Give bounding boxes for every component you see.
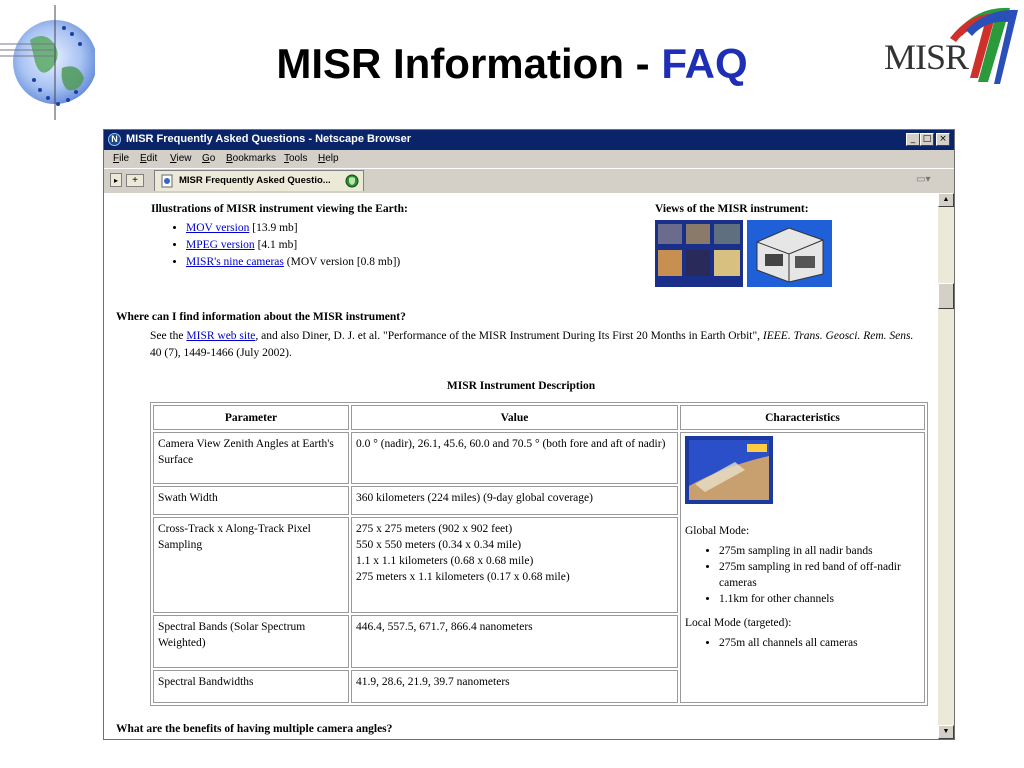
value-line: 550 x 550 meters (0.34 x 0.34 mile) [356, 539, 522, 552]
list-item: • 275m sampling in all nadir bands [719, 543, 920, 559]
misr-logo [878, 2, 1024, 94]
window-title: MISR Frequently Asked Questions - Netscape Browser [126, 133, 412, 145]
table-header-row [153, 405, 925, 430]
window-titlebar[interactable] [104, 130, 954, 150]
value-cell: 0.0 ° (nadir), 26.1, 45.6, 60.0 and 70.5 ° (both fore and aft of nadir) [351, 432, 678, 484]
global-mode-list [685, 543, 920, 607]
table-caption: MISR Instrument Description [446, 380, 596, 392]
characteristics-cell [680, 432, 925, 703]
param-cell: Cross-Track x Along-Track Pixel Sampling [153, 517, 349, 613]
instrument-description-table [150, 402, 928, 706]
list-item-note: [13.9 mb] [249, 222, 298, 234]
scroll-up-icon[interactable]: ▲ [938, 193, 954, 207]
scrollbar-thumb[interactable] [938, 283, 954, 309]
new-tab-button[interactable]: + [126, 174, 144, 187]
citation-details: 40 (7), 1449-1466 (July 2002). [150, 347, 292, 359]
slide-title-main: MISR Information - [276, 40, 662, 87]
answer-text: , and also Diner, D. J. et al. "Performance of the MISR Instrument During Its First 20 Months in Earth Orbit", [255, 330, 763, 342]
header-parameter: Parameter [153, 405, 349, 430]
netscape-icon: N [108, 133, 121, 146]
local-mode-list [685, 635, 920, 651]
logo-text: MISR [884, 37, 969, 77]
list-item [186, 237, 400, 254]
table-row [153, 432, 925, 484]
tab-bar [104, 168, 954, 194]
global-mode-image[interactable] [685, 436, 773, 504]
tab-misr-faq[interactable] [154, 170, 364, 191]
mpeg-version-link[interactable]: MPEG version [186, 239, 255, 251]
menu-go[interactable]: Go [202, 153, 216, 164]
journal-name-b: Geosci. Rem. Sens. [825, 330, 914, 342]
local-mode-label: Local Mode (targeted): [685, 617, 792, 630]
slide-title [0, 40, 1024, 88]
list-item: • 275m all channels all cameras [719, 635, 920, 651]
close-button[interactable]: × [936, 133, 950, 146]
illustrations-heading: Illustrations of MISR instrument viewing the Earth: [151, 203, 408, 215]
list-item-note: (MOV version [0.8 mb]) [283, 256, 401, 268]
menu-view[interactable]: View [170, 153, 192, 164]
page-content [104, 193, 938, 739]
question-camera-angles: What are the benefits of having multiple camera angles? [116, 723, 393, 735]
list-item-note: [4.1 mb] [254, 239, 298, 251]
page-icon [161, 174, 174, 188]
security-shield-icon[interactable] [345, 174, 359, 188]
tab-list-icon[interactable]: ▭▾ [916, 174, 931, 185]
maximize-button[interactable]: □ [920, 133, 934, 146]
scroll-down-icon[interactable]: ▼ [938, 725, 954, 739]
menu-file[interactable]: File [113, 153, 130, 164]
menu-tools[interactable]: Tools [284, 153, 308, 164]
param-cell: Spectral Bandwidths [153, 670, 349, 703]
menu-edit[interactable]: Edit [140, 153, 158, 164]
menu-help[interactable]: Help [318, 153, 339, 164]
views-heading: Views of the MISR instrument: [655, 203, 809, 215]
value-line: 275 meters x 1.1 kilometers (0.17 x 0.68 mile) [356, 571, 570, 584]
journal-name-a: IEEE. Trans. [762, 330, 823, 342]
global-mode-label: Global Mode: [685, 525, 750, 538]
mov-version-link[interactable]: MOV version [186, 222, 250, 234]
minimize-button[interactable]: _ [906, 133, 920, 146]
value-cell: 41.9, 28.6, 21.9, 39.7 nanometers [351, 670, 678, 703]
answer-text-start: See the [150, 330, 187, 342]
param-cell: Spectral Bands (Solar Spectrum Weighted) [153, 615, 349, 667]
value-line: 275 x 275 meters (902 x 902 feet) [356, 523, 513, 536]
instrument-collage-image[interactable] [655, 220, 743, 287]
value-line: 1.1 x 1.1 kilometers (0.68 x 0.68 mile) [356, 555, 534, 568]
header-value: Value [351, 405, 678, 430]
value-cell: 360 kilometers (224 miles) (9-day global coverage) [351, 486, 678, 515]
list-item: • 1.1km for other channels [719, 591, 920, 607]
menu-bookmarks[interactable]: Bookmarks [226, 153, 277, 164]
nine-cameras-link[interactable]: MISR's nine cameras [186, 256, 284, 268]
misr-web-site-link[interactable]: MISR web site [186, 330, 256, 342]
slide-title-accent: FAQ [661, 40, 748, 87]
list-item: • 275m sampling in red band of off-nadir cameras [719, 559, 920, 591]
instrument-diagram-image[interactable] [747, 220, 832, 287]
param-cell: Swath Width [153, 486, 349, 515]
value-cell: 446.4, 557.5, 671.7, 866.4 nanometers [351, 615, 678, 667]
menu-bar [104, 150, 954, 168]
instrument-info-paragraph [150, 328, 920, 362]
vertical-scrollbar[interactable] [938, 193, 954, 739]
tab-scroll-left-icon[interactable]: ▸ [110, 173, 122, 187]
list-item [186, 220, 400, 237]
question-instrument-info: Where can I find information about the MISR instrument? [116, 311, 406, 323]
param-cell: Camera View Zenith Angles at Earth's Surface [153, 432, 349, 484]
value-cell [351, 517, 678, 613]
header-characteristics: Characteristics [680, 405, 925, 430]
tab-label: MISR Frequently Asked Questio... [179, 175, 331, 186]
list-item [186, 254, 400, 271]
illustrations-list [168, 220, 400, 271]
browser-window [103, 129, 955, 740]
